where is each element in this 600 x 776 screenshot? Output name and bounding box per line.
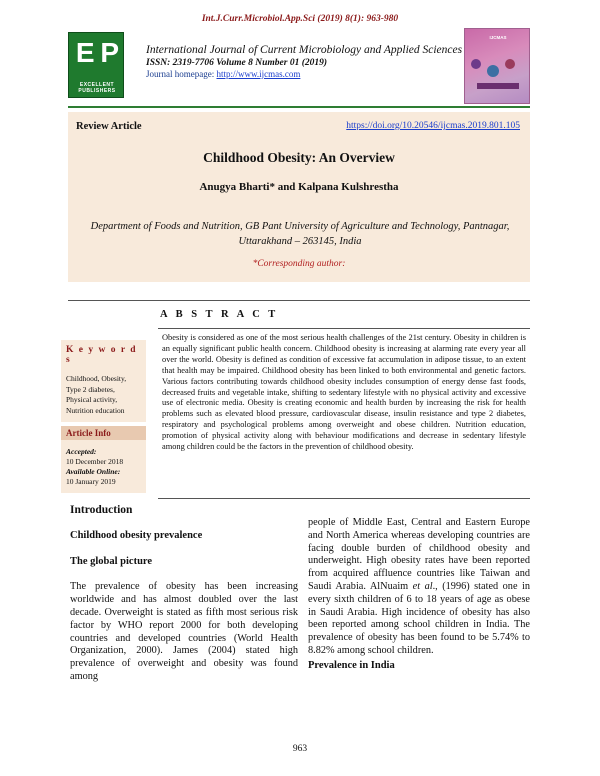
journal-citation: Int.J.Curr.Microbiol.App.Sci (2019) 8(1): 963-980 xyxy=(201,14,399,24)
section-heading-introduction: Introduction xyxy=(70,504,133,516)
subsection-heading-global: The global picture xyxy=(70,555,153,567)
article-sidebar xyxy=(61,340,146,493)
journal-issn: ISSN: 2319-7706 Volume 8 Number 01 (2019) xyxy=(146,58,328,68)
author-affiliation: Department of Foods and Nutrition, GB Pant University of Agriculture and Technology, Pantnagar, Uttarakhand – 263145, India xyxy=(90,221,510,247)
keywords-box xyxy=(61,340,146,422)
keywords-list: Childhood, Obesity, Type 2 diabetes, Physical activity, Nutrition education xyxy=(66,374,127,415)
body-column-left xyxy=(70,504,298,684)
online-label: Available Online: xyxy=(66,467,121,476)
article-authors: Anugya Bharti* and Kalpana Kulshrestha xyxy=(199,181,399,193)
body-text: people of Middle East, Central and Eastern Europe and North America whereas developing countries are facing double burden of childhood obesity and underweight. High obesity rates have been reported from acquired affluence countries like Taiwan and Saudi Arabia. AlNuaim xyxy=(308,517,530,592)
journal-name: International Journal of Current Microbiology and Applied Sciences xyxy=(146,44,463,56)
publisher-logo xyxy=(68,32,124,98)
logo-letters: E P xyxy=(75,37,119,68)
body-text-italic: et al xyxy=(412,580,433,592)
abstract-divider-heading xyxy=(158,328,530,329)
homepage-link[interactable]: http://www.ijcmas.com xyxy=(216,69,301,79)
article-type: Review Article xyxy=(76,121,142,132)
corresponding-author: *Corresponding author: xyxy=(252,259,346,269)
cover-title: IJCMAS xyxy=(489,35,507,40)
abstract-text: Obesity is considered as one of the most serious health challenges of the 21st century. Obesity in children is an equally significant public health concern. Childhood obesity is increasing at alarming rate every year all over the world. Obesity is defined as condition of excessive fat accumulation in adipose tissue, to an extent that health may be impaired. Childhood obesity has been linked to both environmental and genetic factors. Various factors contributing towards childhood obesity includes consumption of energy dense fast foods, decreased fruits and vegetable intake, shifting to sedentary lifestyle with no physical activity and excessive use of electronic media. Obesity is creating economic and health burden by increasing the risk for health problems such as elevated blood pressure, cardiovascular disease, insulin resistance and type 2 diabetes, respiratory and psychological problems among overweight and obese children. Nutrition education, promotion of physical activity along with behaviour modifications and decrease in sedentary lifestyle among children could be the factors in the prevention of childhood obesity. xyxy=(162,333,526,452)
doi-link[interactable]: https://doi.org/10.20546/ijcmas.2019.801.105 xyxy=(346,121,520,131)
page-number: 963 xyxy=(292,744,308,754)
body-text: ., (1996) stated one in every sixth children of 6 to 18 years of age as obese in Saudi Arabia. High incidence of obesity has also been reported among school children in India. The prevalence of obesity has been found to be 5.74% to 8.82% among school children. xyxy=(308,580,531,656)
homepage-label: Journal homepage: xyxy=(146,69,217,79)
body-column-right xyxy=(308,517,530,673)
logo-caption: EXCELLENT PUBLISHERS xyxy=(78,82,116,94)
title-panel xyxy=(68,112,530,282)
journal-cover-image xyxy=(464,28,530,104)
subsection-heading-prevalence: Childhood obesity prevalence xyxy=(70,529,203,541)
abstract-divider-top xyxy=(68,300,530,301)
cover-decoration xyxy=(505,59,515,69)
journal-homepage xyxy=(146,69,466,79)
accepted-date: 10 December 2018 xyxy=(66,457,124,466)
article-info-heading: Article Info xyxy=(61,426,146,440)
online-date: 10 January 2019 xyxy=(66,477,116,486)
cover-decoration xyxy=(487,65,499,77)
body-paragraph xyxy=(308,517,530,658)
article-title: Childhood Obesity: An Overview xyxy=(203,150,395,165)
abstract-divider-bottom xyxy=(158,498,530,499)
cover-decoration xyxy=(477,83,519,89)
cover-decoration xyxy=(471,59,481,69)
journal-info xyxy=(146,44,466,79)
accepted-label: Accepted: xyxy=(66,447,97,456)
header-divider xyxy=(68,106,530,108)
article-info-box xyxy=(61,440,146,493)
abstract-heading: A B S T R A C T xyxy=(160,309,279,320)
subsection-heading-india: Prevalence in India xyxy=(308,659,395,671)
keywords-heading: K e y w o r d s xyxy=(66,345,138,365)
body-paragraph: The prevalence of obesity has been increasing worldwide and has almost doubled over the last decade. Overweight is stated as fifth most serious risk factor by WHO report 2000 for both developing countries and developed countries (World Health Organization, 2000). James (2004) stated high prevalence of overweight and obesity was found among xyxy=(70,581,298,682)
